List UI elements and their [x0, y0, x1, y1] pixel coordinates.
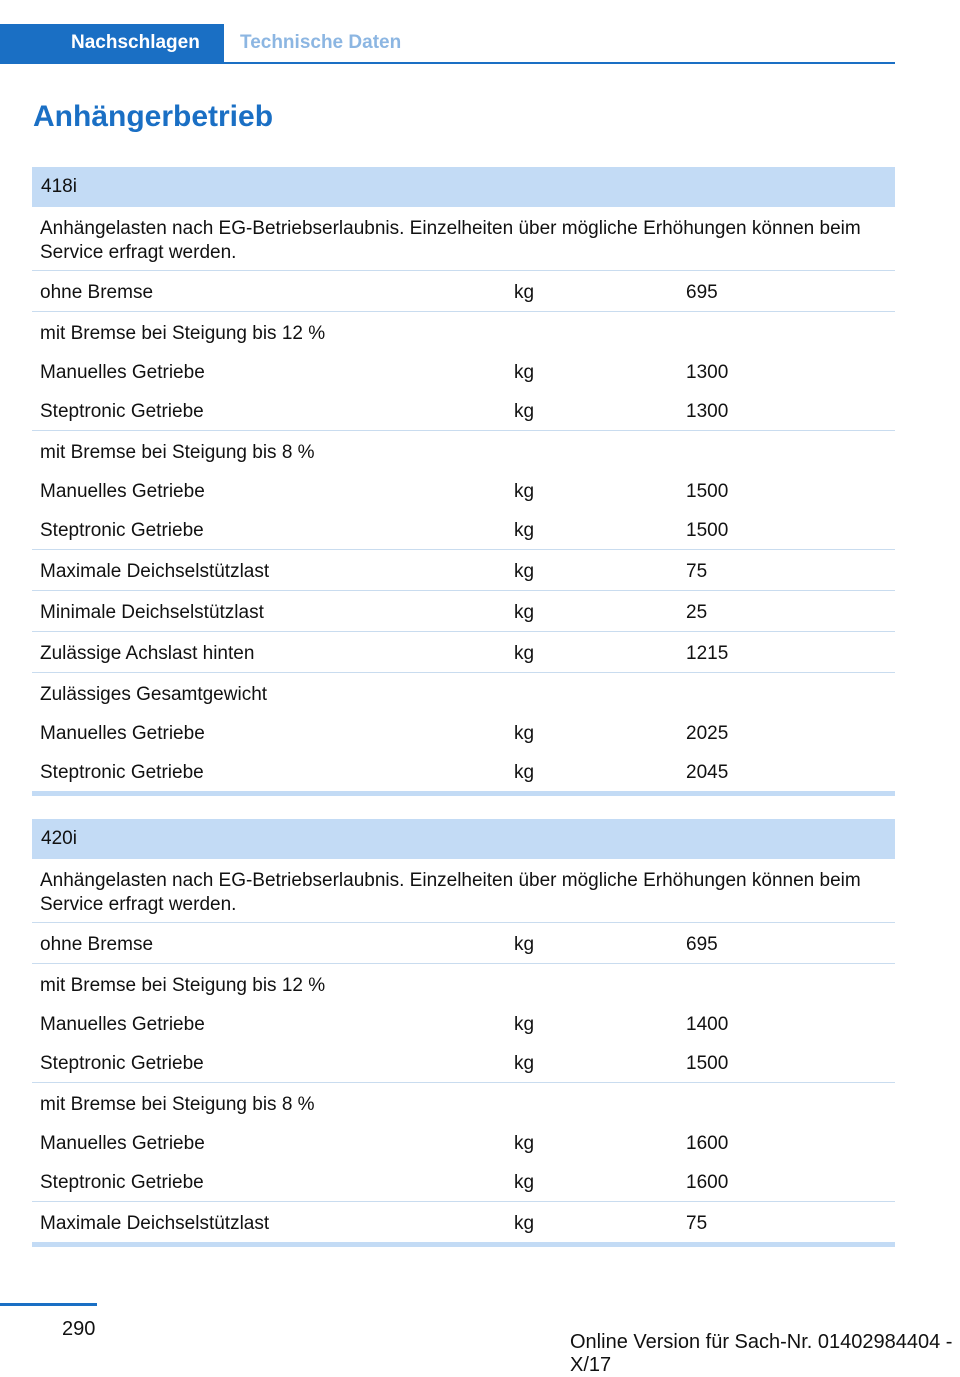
row-s12-steptronic [32, 1042, 895, 1082]
row-unit: kg [514, 643, 535, 664]
tab-nachschlagen[interactable]: Nachschlagen [0, 24, 224, 62]
row-max-stuetzlast [32, 1201, 895, 1242]
row-unit: kg [514, 1053, 535, 1074]
row-s12-manuell [32, 1003, 895, 1042]
row-ohne-bremse [32, 270, 895, 311]
row-value: 75 [686, 1213, 708, 1234]
row-label: Steptronic Getriebe [40, 520, 204, 541]
row-unit: kg [514, 481, 535, 502]
row-gg-steptronic [32, 751, 895, 791]
row-label: Manuelles Getriebe [40, 481, 205, 502]
row-unit: kg [514, 401, 535, 422]
row-unit: kg [514, 520, 535, 541]
row-label: Steptronic Getriebe [40, 1172, 204, 1193]
spec-table-420i [32, 819, 895, 1247]
row-section-steigung-8 [32, 1082, 895, 1122]
row-value: 1300 [686, 362, 729, 383]
row-section-gesamtgewicht [32, 672, 895, 712]
table-header-model: 418i [32, 167, 895, 207]
row-s8-steptronic [32, 1161, 895, 1201]
row-value: 1600 [686, 1133, 729, 1154]
row-value: 1500 [686, 520, 729, 541]
row-s8-manuell [32, 470, 895, 509]
row-value: 1500 [686, 481, 729, 502]
row-label: ohne Bremse [40, 282, 154, 303]
row-section-steigung-8 [32, 430, 895, 470]
row-gg-manuell [32, 712, 895, 751]
row-unit: kg [514, 561, 535, 582]
row-label: Zulässiges Gesamtgewicht [40, 684, 268, 705]
row-label: ohne Bremse [40, 934, 154, 955]
row-max-stuetzlast [32, 549, 895, 590]
table-note: Anhängelasten nach EG-Betriebserlaubnis. Einzelheiten über mögliche Erhöhungen können beim Service erfragt werden. [40, 218, 861, 263]
row-unit: kg [514, 362, 535, 383]
row-label: Manuelles Getriebe [40, 362, 205, 383]
row-label: Manuelles Getriebe [40, 1014, 205, 1035]
row-label: mit Bremse bei Steigung bis 8 % [40, 1094, 315, 1115]
header-nav [0, 24, 895, 64]
table-header-model: 420i [32, 819, 895, 859]
row-label: Maximale Deichselstützlast [40, 1213, 270, 1234]
table-note-row [32, 859, 895, 922]
row-label: Minimale Deichselstützlast [40, 602, 264, 623]
row-label: Manuelles Getriebe [40, 1133, 205, 1154]
table-note: Anhängelasten nach EG-Betriebserlaubnis. Einzelheiten über mögliche Erhöhungen können beim Service erfragt werden. [40, 870, 861, 915]
row-label: mit Bremse bei Steigung bis 12 % [40, 975, 326, 996]
row-min-stuetzlast [32, 590, 895, 631]
row-value: 1300 [686, 401, 729, 422]
row-unit: kg [514, 1213, 535, 1234]
row-s8-manuell [32, 1122, 895, 1161]
row-ohne-bremse [32, 922, 895, 963]
row-unit: kg [514, 282, 535, 303]
row-unit: kg [514, 1014, 535, 1035]
table-end-bar [32, 1242, 895, 1247]
row-value: 1215 [686, 643, 729, 664]
row-value: 1500 [686, 1053, 729, 1074]
row-value: 75 [686, 561, 708, 582]
row-s12-steptronic [32, 390, 895, 430]
row-label: Manuelles Getriebe [40, 723, 205, 744]
row-label: mit Bremse bei Steigung bis 12 % [40, 323, 326, 344]
row-label: Zulässige Achslast hinten [40, 643, 255, 664]
row-label: Steptronic Getriebe [40, 1053, 204, 1074]
table-end-bar [32, 791, 895, 796]
row-label: Steptronic Getriebe [40, 762, 204, 783]
row-value: 695 [686, 934, 718, 955]
footer-accent-line [0, 1303, 97, 1306]
row-value: 25 [686, 602, 708, 623]
row-unit: kg [514, 1133, 535, 1154]
tab-technische-daten[interactable]: Technische Daten [240, 32, 402, 53]
row-s8-steptronic [32, 509, 895, 549]
row-value: 2025 [686, 723, 729, 744]
row-label: Maximale Deichselstützlast [40, 561, 270, 582]
spec-table-418i [32, 167, 895, 796]
row-unit: kg [514, 1172, 535, 1193]
row-value: 695 [686, 282, 718, 303]
row-value: 2045 [686, 762, 729, 783]
row-section-steigung-12 [32, 311, 895, 351]
page-title: Anhängerbetrieb [33, 100, 274, 133]
online-version-note: Online Version für Sach-Nr. 01402984404 - X/17 [570, 1331, 953, 1376]
row-unit: kg [514, 723, 535, 744]
row-unit: kg [514, 934, 535, 955]
row-unit: kg [514, 762, 535, 783]
page-number: 290 [62, 1318, 96, 1340]
row-value: 1400 [686, 1014, 729, 1035]
row-label: mit Bremse bei Steigung bis 8 % [40, 442, 315, 463]
row-achslast [32, 631, 895, 672]
row-s12-manuell [32, 351, 895, 390]
row-unit: kg [514, 602, 535, 623]
row-section-steigung-12 [32, 963, 895, 1003]
row-label: Steptronic Getriebe [40, 401, 204, 422]
row-value: 1600 [686, 1172, 729, 1193]
table-note-row [32, 207, 895, 270]
